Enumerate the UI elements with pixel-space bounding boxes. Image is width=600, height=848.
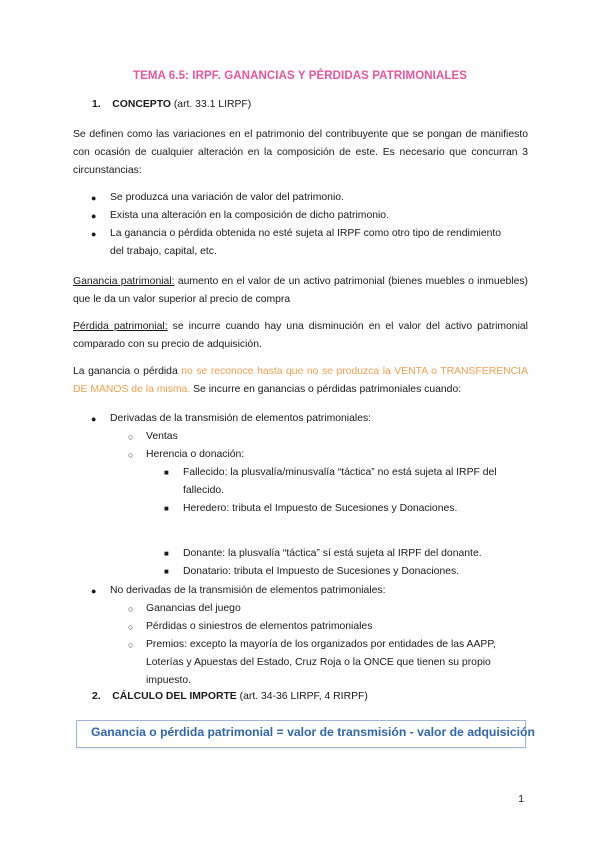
section-1-number: 1.	[92, 99, 101, 110]
page-title: TEMA 6.5: IRPF. GANANCIAS Y PÉRDIDAS PATRIMONIALES	[132, 70, 468, 82]
timing-highlight: no se reconoce hasta que no se produzca la VENTA o TRANSFERENCIA DE MANOS de la misma.	[73, 366, 528, 395]
perdida-definition	[73, 318, 528, 354]
circle-bullet-icon: ○	[128, 604, 134, 614]
circle-bullet-icon: ○	[128, 450, 134, 460]
list-item: Exista una alteración en la composición de dicho patrimonio.	[110, 210, 389, 221]
intro-paragraph: Se definen como las variaciones en el patrimonio del contribuyente que se pongan de manifiesto con ocasión de cualquier alteración en la composición de este. Es necesario que concurran 3 circunstancias:	[73, 129, 528, 176]
list-item: La ganancia o pérdida obtenida no esté sujeta al IRPF como otro tipo de rendimiento	[110, 228, 502, 239]
section-1-heading	[92, 96, 251, 114]
list-item-juego: Ganancias del juego	[146, 603, 241, 614]
section-2-title: CÁLCULO DEL IMPORTE	[112, 691, 237, 702]
timing-suffix: Se incurre en ganancias o pérdidas patrimoniales cuando:	[190, 384, 462, 395]
list-item-herencia: Herencia o donación:	[146, 449, 245, 460]
bullet-icon: ●	[91, 193, 97, 203]
page-number: 1	[518, 794, 524, 805]
list-item-continuation: del trabajo, capital, etc.	[110, 246, 217, 257]
list-item-ventas: Ventas	[146, 431, 178, 442]
section-2-heading	[92, 688, 368, 706]
circle-bullet-icon: ○	[128, 622, 134, 632]
list-item-fallecido: Fallecido: la plusvalía/minusvalía “táctica” no está sujeta al IRPF del	[183, 467, 497, 478]
list-item-donante: Donante: la plusvalía “táctica” sí está sujeta al IRPF del donante.	[183, 548, 482, 559]
square-bullet-icon: ■	[164, 549, 169, 558]
list-item-premios: Premios: excepto la mayoría de los organizados por entidades de las AAPP,	[146, 639, 496, 650]
list-item-siniestros: Pérdidas o siniestros de elementos patrimoniales	[146, 621, 373, 632]
bullet-icon: ●	[91, 211, 97, 221]
list-item-not-derived: No derivadas de la transmisión de elementos patrimoniales:	[110, 585, 386, 596]
list-item-premios-cont: Loterías y Apuestas del Estado, Cruz Roja o la ONCE que tienen su propio	[146, 657, 491, 668]
list-item-heredero: Heredero: tributa el Impuesto de Sucesiones y Donaciones.	[183, 503, 458, 514]
section-1-ref: (art. 33.1 LIRPF)	[170, 99, 252, 110]
square-bullet-icon: ■	[164, 567, 169, 576]
list-item-premios-cont: impuesto.	[146, 675, 192, 686]
square-bullet-icon: ■	[164, 504, 169, 513]
bullet-icon: ●	[91, 229, 97, 239]
bullet-icon: ●	[91, 414, 97, 424]
ganancia-term: Ganancia patrimonial:	[73, 276, 175, 287]
section-2-number: 2.	[92, 691, 101, 702]
list-item-derived: Derivadas de la transmisión de elementos patrimoniales:	[110, 413, 372, 424]
list-item-donatario: Donatario: tributa el Impuesto de Sucesiones y Donaciones.	[183, 566, 460, 577]
circle-bullet-icon: ○	[128, 432, 134, 442]
ganancia-definition	[73, 273, 528, 309]
formula-text: Ganancia o pérdida patrimonial = valor de transmisión - valor de adquisición	[91, 725, 535, 739]
perdida-text: se incurre cuando hay una disminución en el valor del activo patrimonial comparado con su precio de adquisición.	[73, 321, 528, 350]
bullet-icon: ●	[91, 586, 97, 596]
square-bullet-icon: ■	[164, 468, 169, 477]
perdida-term: Pérdida patrimonial:	[73, 321, 168, 332]
circle-bullet-icon: ○	[128, 640, 134, 650]
ganancia-text: aumento en el valor de un activo patrimonial (bienes muebles o inmuebles) que le da un valor superior al precio de compra	[73, 276, 529, 305]
list-item-fallecido-cont: fallecido.	[183, 485, 225, 496]
timing-paragraph	[73, 363, 528, 399]
section-2-ref: (art. 34-36 LIRPF, 4 RIRPF)	[236, 691, 368, 702]
formula-box	[76, 720, 535, 748]
list-item: Se produzca una variación de valor del patrimonio.	[110, 192, 344, 203]
section-1-title: CONCEPTO	[112, 99, 171, 110]
timing-prefix: La ganancia o pérdida	[73, 366, 182, 377]
